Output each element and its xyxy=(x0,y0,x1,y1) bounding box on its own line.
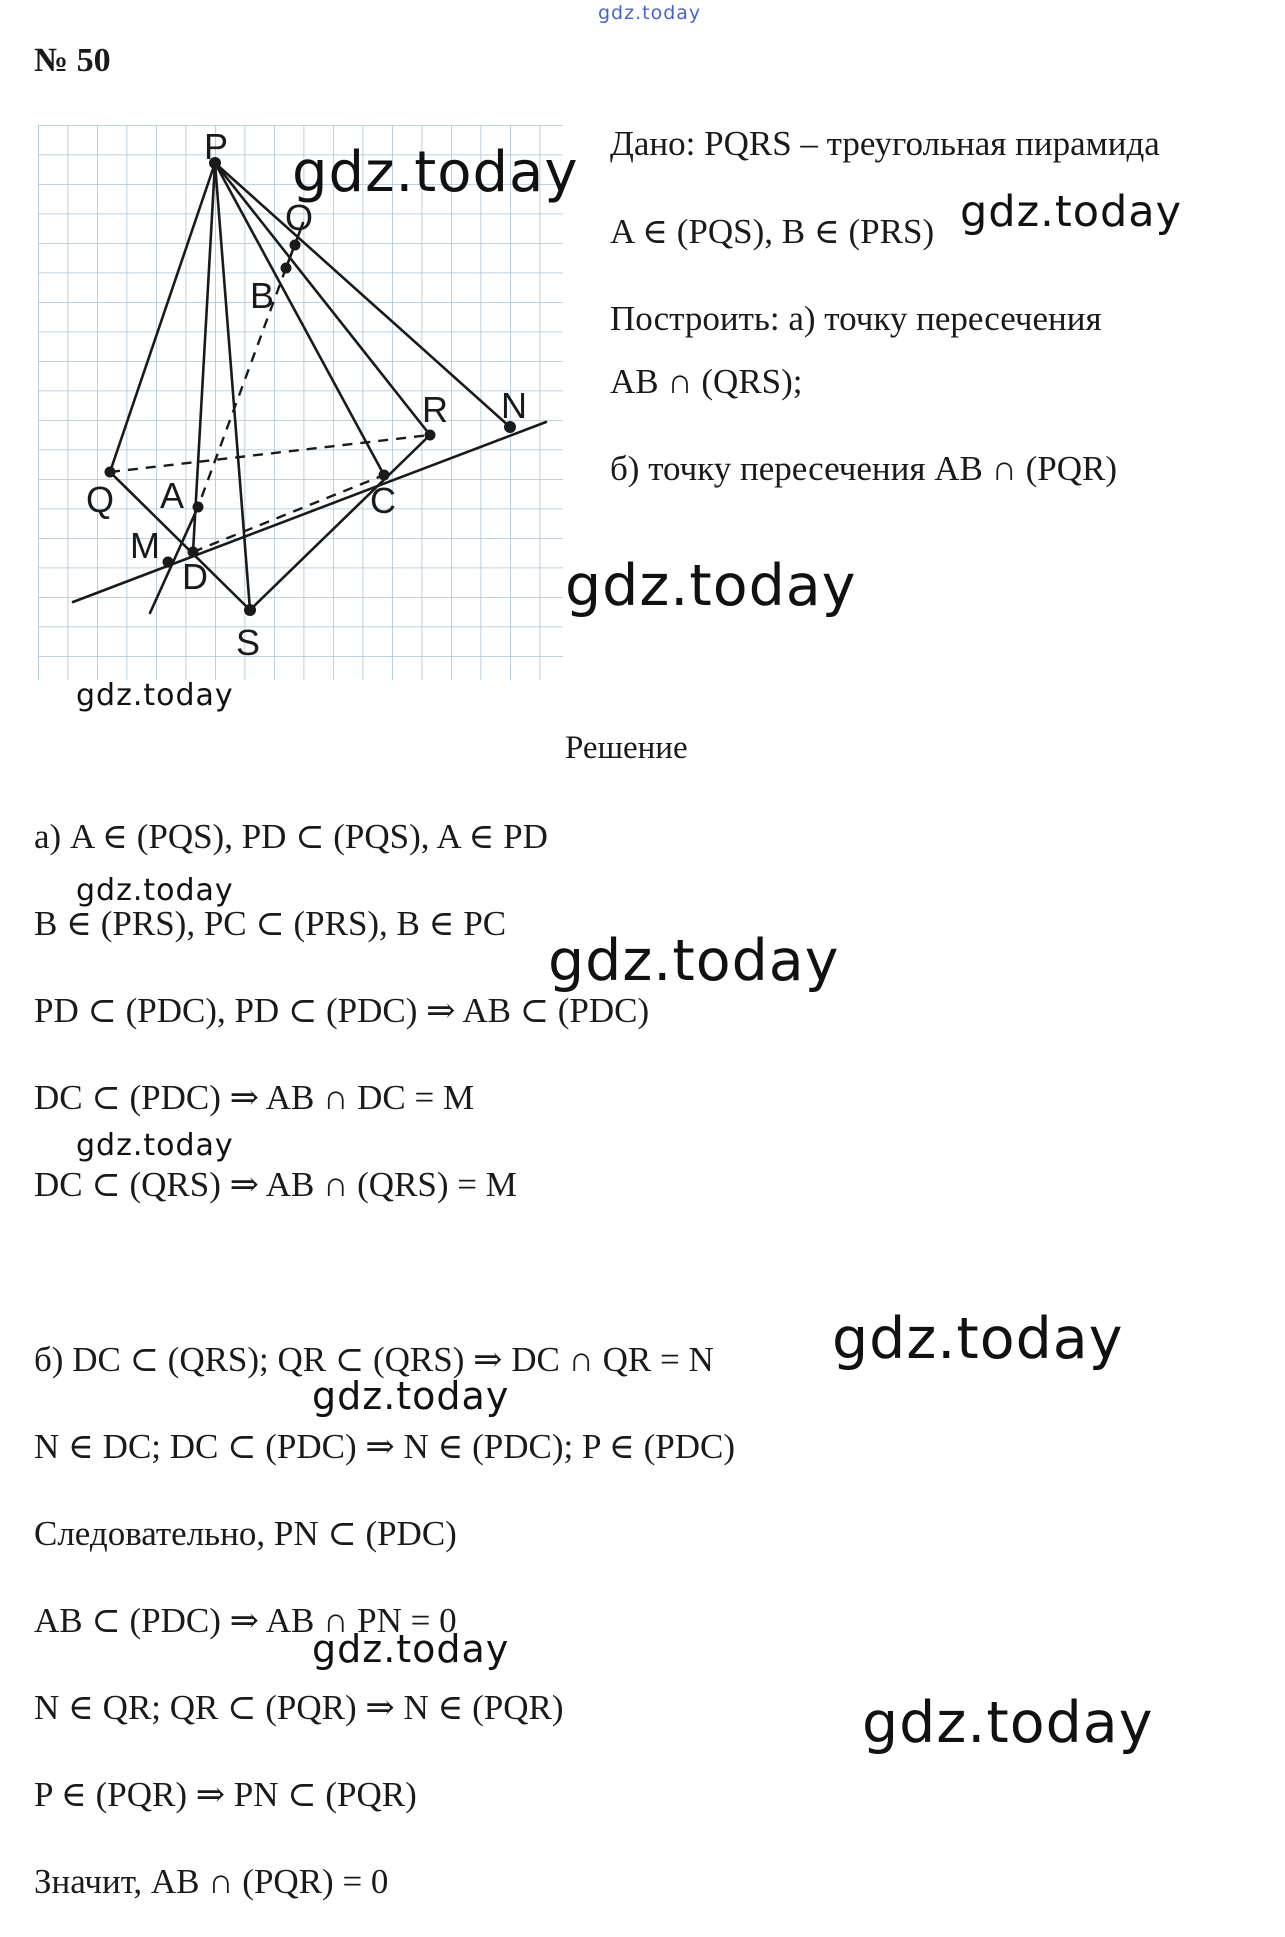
part-a-line-1: а) A ∈ (PQS), PD ⊂ (PQS), A ∈ PD xyxy=(34,817,548,856)
watermark: gdz.today xyxy=(832,1306,1124,1372)
point-M xyxy=(163,557,174,568)
part-b-line-4: AB ⊂ (PDC) ⇒ AB ∩ PN = 0 xyxy=(34,1601,457,1640)
part-a-line-5: DC ⊂ (QRS) ⇒ AB ∩ (QRS) = M xyxy=(34,1165,517,1204)
point-B xyxy=(281,263,292,274)
part-b-line-5: N ∈ QR; QR ⊂ (PQR) ⇒ N ∈ (PQR) xyxy=(34,1688,564,1727)
label-R: R xyxy=(422,389,448,430)
watermark: gdz.today xyxy=(565,553,857,619)
watermark: gdz.today xyxy=(312,1627,510,1671)
part-b-line-6: P ∈ (PQR) ⇒ PN ⊂ (PQR) xyxy=(34,1775,417,1814)
label-P: P xyxy=(204,126,229,167)
part-b-line-7: Значит, AB ∩ (PQR) = 0 xyxy=(34,1862,389,1901)
top-watermark: gdz.today xyxy=(598,2,702,24)
label-Q: Q xyxy=(86,479,115,520)
given-line-3: Построить: а) точку пересечения xyxy=(610,299,1102,338)
solution-title: Решение xyxy=(565,730,688,766)
part-b-line-1: б) DC ⊂ (QRS); QR ⊂ (QRS) ⇒ DC ∩ QR = N xyxy=(34,1340,714,1379)
label-M: M xyxy=(130,525,160,566)
label-C: C xyxy=(370,480,396,521)
watermark: gdz.today xyxy=(548,928,840,994)
part-b-line-2: N ∈ DC; DC ⊂ (PDC) ⇒ N ∈ (PDC); P ∈ (PDC) xyxy=(34,1427,735,1466)
watermark: gdz.today xyxy=(292,140,579,205)
label-A: A xyxy=(160,475,185,516)
label-O: O xyxy=(285,197,314,238)
label-D: D xyxy=(182,556,208,597)
point-O xyxy=(290,240,301,251)
problem-number: № 50 xyxy=(34,42,111,79)
label-N: N xyxy=(501,385,527,426)
watermark: gdz.today xyxy=(960,187,1183,237)
watermark: gdz.today xyxy=(76,1128,234,1163)
part-a-line-3: PD ⊂ (PDC), PD ⊂ (PDC) ⇒ AB ⊂ (PDC) xyxy=(34,991,650,1030)
point-Q xyxy=(105,467,116,478)
part-a-line-4: DC ⊂ (PDC) ⇒ AB ∩ DC = M xyxy=(34,1078,475,1117)
given-line-1: Дано: PQRS – треугольная пирамида xyxy=(610,124,1160,163)
watermark: gdz.today xyxy=(76,873,234,908)
watermark: gdz.today xyxy=(76,678,234,713)
point-R xyxy=(425,430,436,441)
given-line-5: б) точку пересечения AB ∩ (PQR) xyxy=(610,449,1118,488)
point-S xyxy=(244,604,256,616)
point-A xyxy=(193,502,204,513)
point-C xyxy=(379,470,390,481)
watermark: gdz.today xyxy=(862,1690,1154,1756)
given-line-4: AB ∩ (QRS); xyxy=(610,362,803,401)
given-line-2: A ∈ (PQS), B ∈ (PRS) xyxy=(610,212,935,251)
label-B: B xyxy=(250,275,275,316)
watermark: gdz.today xyxy=(312,1374,510,1418)
part-b-line-3: Следовательно, PN ⊂ (PDC) xyxy=(34,1514,457,1553)
label-S: S xyxy=(236,622,261,663)
pyramid-diagram xyxy=(38,125,568,685)
part-a-line-2: B ∈ (PRS), PC ⊂ (PRS), B ∈ PC xyxy=(34,904,507,943)
